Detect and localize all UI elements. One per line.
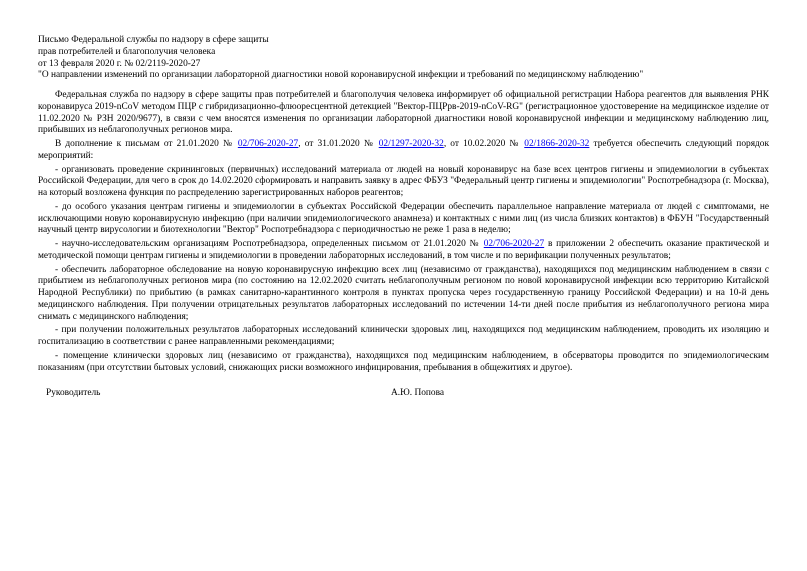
signature-block bbox=[38, 388, 769, 400]
text: в приложении 2 обеспечить оказание практической и методической помощи центрам гигиены и эпидемиологии в проведении лабораторных исследований, в том числе и по верификации полученных результатов; bbox=[38, 239, 769, 261]
link-letter-1866[interactable]: 02/1866-2020-32 bbox=[524, 139, 590, 149]
paragraph-observatories: - помещение клинически здоровых лиц (независимо от гражданства), находящихся под медицинским наблюдением, в обсерваторы проводится по эпидемиологическим показаниям (при отсутствии бытовых условий, снижающих риски возможного инфицирования, пребывания в общежитиях и другое). bbox=[38, 350, 769, 373]
document-header bbox=[38, 35, 769, 82]
header-title: "О направлении изменений по организации лабораторной диагностики новой коронавирусной инфекции и требований по медицинскому наблюдению" bbox=[38, 70, 644, 81]
paragraph-screening: - организовать проведение скрининговых (первичных) исследований материала от людей на новый коронавирус на базе всех центров гигиены и эпидемиологии в субъектах Российской Федерации, для чего в срок до 14.02.2020 сформировать и направить заявку в адрес ФБУЗ "Федеральный центр гигиены и эпидемиологии" Роспотребнадзора (г. Москва), на который возложена функция по распределению зарегистрированных наборов реагентов; bbox=[38, 164, 769, 198]
text: В дополнение к письмам от 21.01.2020 № bbox=[55, 139, 238, 149]
signature-name: А.Ю. Попова bbox=[391, 388, 445, 399]
text: , от 10.02.2020 № bbox=[443, 139, 525, 149]
link-letter-706-appendix[interactable]: 02/706-2020-27 bbox=[483, 239, 545, 249]
signature-role: Руководитель bbox=[46, 388, 101, 399]
paragraph-intro: Федеральная служба по надзору в сфере защиты прав потребителей и благополучия человека информирует об официальной регистрации Набора реагентов для выявления РНК коронавируса 2019-nCoV методом ПЦР с гибридизационно-флюоресцентной детекцией "Вектор-ПЦРрв-2019-nCoV-RG" (регистрационное удостоверение на медицинское изделие от 11.02.2020 № РЗН 2020/9677), в связи с чем вносятся изменения по организации лабораторной диагностики новой коронавирусной инфекции и медицинскому наблюдению лиц, прибывших из неблагополучных регионов мира. bbox=[38, 90, 769, 136]
paragraph-references bbox=[38, 139, 769, 163]
paragraph-research-orgs bbox=[38, 239, 769, 263]
paragraph-lab-testing: - обеспечить лабораторное обследование на новую коронавирусную инфекцию всех лиц (независимо от гражданства), находящихся под медицинским наблюдением в связи с прибытием из неблагополучных регионов мира (по состоянию на 12.02.2020 считать неблагополучным регионом по новой коронавирусной инфекции всю территорию Китайской Народной Республики) по прибытию (в рамках санитарно-карантинного контроля в пунктах пропуска через государственную границу Российской Федерации) и на 10-й день медицинского наблюдения. При получении отрицательных результатов лабораторных исследований по истечении 14-ти дней после прибытия из неблагополучного региона мира снимать с медицинского наблюдения; bbox=[38, 264, 769, 322]
paragraph-vector-center: - до особого указания центрам гигиены и эпидемиологии в субъектах Российской Федерации обеспечить параллельное направление материала от людей с симптомами, не исключающими новую коронавирусную инфекцию (при наличии эпидемиологического анамнеза) и контактных с ними лиц (из числа близких контактов) в ФБУН "Государственный научный центр вирусологии и биотехнологии "Вектор" Роспотребнадзора с периодичностью не реже 1 раза в неделю; bbox=[38, 201, 769, 236]
text: , от 31.01.2020 № bbox=[298, 139, 379, 149]
header-line-3: от 13 февраля 2020 г. № 02/2119-2020-27 bbox=[38, 58, 201, 69]
text: - научно-исследовательским организациям Роспотребнадзора, определенных письмом от 21.01.2020 № bbox=[55, 239, 484, 249]
link-letter-1297[interactable]: 02/1297-2020-32 bbox=[378, 139, 444, 149]
header-line-1: Письмо Федеральной службы по надзору в сфере защиты bbox=[38, 35, 269, 45]
header-line-2: прав потребителей и благополучия человека bbox=[38, 46, 216, 57]
text: требуется обеспечить следующий порядок мероприятий: bbox=[38, 139, 770, 161]
paragraph-isolation: - при получении положительных результатов лабораторных исследований клинически здоровых лиц, находящихся под медицинским наблюдением, проводить их изоляцию и госпитализацию в соответствии с ранее направленными рекомендациями; bbox=[38, 325, 769, 347]
link-letter-706[interactable]: 02/706-2020-27 bbox=[237, 139, 299, 149]
